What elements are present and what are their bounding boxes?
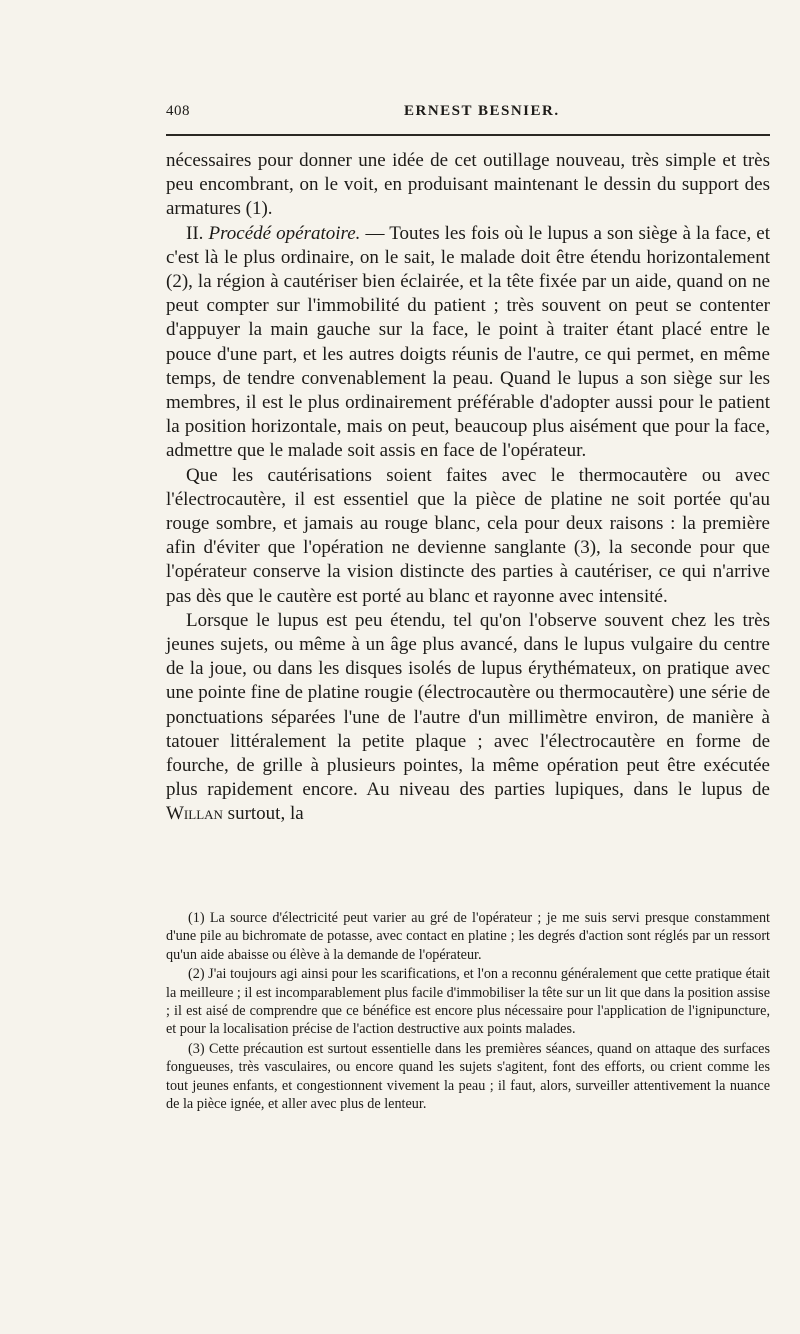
page-header (166, 103, 770, 127)
running-title: ERNEST BESNIER. (404, 103, 560, 119)
footnote-3: (3) Cette précaution est surtout essentielle dans les premières séances, quand on attaque des surfaces fongueuses, très vasculaires, ou encore quand les sujets s'agitent, font des efforts, ou crient comme les tout jeunes enfants, et congestionnent vivement la peau ; il faut, alors, surveiller attentivement la nuance de la pièce ignée, et aller avec plus de lenteur. (166, 1040, 770, 1113)
header-rule (166, 134, 770, 136)
paragraph-continuation: nécessaires pour donner une idée de cet outillage nouveau, très simple et très peu encombrant, on le voit, en produisant maintenant le dessin du support des armatures (1). (166, 150, 770, 220)
section-title: Procédé opératoire. (208, 222, 361, 244)
body-text (166, 149, 770, 827)
footnote-1: (1) La source d'électricité peut varier au gré de l'opérateur ; je me suis servi presque constamment d'une pile au bichromate de potasse, avec contact en platine ; les degrés d'action sont réglés par un ressort qu'un aide abaisse ou élève à la demande de l'opérateur. (166, 910, 770, 963)
section-text: — Toutes les fois où le lupus a son siège à la face, et c'est là le plus ordinaire, on le sait, le malade doit être étendu horizontalement (2), la région à cautériser bien éclairée, et la tête fixée par un aide, quand on ne peut compter sur l'immobilité du patient ; très souvent on peut se contenter d'appuyer la main gauche sur la face, le point à traiter étant placé entre le pouce d'une part, et les autres doigts réunis de l'autre, ce qui permet, en même temps, de tendre convenablement la peau. Quand le lupus a son siège sur les membres, il est le plus ordinairement préférable d'adopter aussi pour le patient la position horizontale, mais on peut, beaucoup plus aisément que pour la face, admettre que le malade soit assis en face de l'opérateur. (166, 222, 770, 462)
paragraph-text-a: Lorsque le lupus est peu étendu, tel qu'on l'observe souvent chez les très jeunes sujets, ou même à un âge plus avancé, dans le lupus vulgaire du centre de la joue, ou dans les disques isolés de lupus érythémateux, on pratique avec une pointe fine de platine rougie (électrocautère ou thermocautère) une série de ponctuations séparées l'une de l'autre d'un millimètre environ, de manière à tatouer littéralement la petite plaque ; avec l'électrocautère en forme de fourche, de grille à plusieurs pointes, la même opération peut être exécutée plus rapidement encore. Au niveau des parties lupiques, dans le lupus de (166, 609, 770, 801)
author-name: Willan (166, 803, 223, 825)
page-number: 408 (166, 103, 190, 119)
footnote-2: (2) J'ai toujours agi ainsi pour les scarifications, et l'on a reconnu généralement que cette pratique était la meilleure ; il est incomparablement plus facile d'immobiliser la tête sur un lit que dans la position assise ; il est aisé de comprendre que ce bénéfice est encore plus nécessaire pour l'application de l'ignipuncture, et pour la localisation précise de l'action destructive aux points malades. (166, 966, 770, 1038)
paragraph-cauterization: Que les cautérisations soient faites avec le thermocautère ou avec l'électrocautère, il est essentiel que la pièce de platine ne soit portée qu'au rouge sombre, et jamais au rouge blanc, cela pour deux raisons : la première afin d'éviter que l'opération ne devienne sanglante (3), la seconde pour que l'opérateur conserve la vision distincte des parties à cautériser, ce qui n'arrive pas dès que le cautère est porté au blanc et rayonne avec intensité. (166, 464, 770, 607)
paragraph-small-lupus (166, 609, 770, 827)
footnotes (166, 909, 770, 1114)
paragraph-procedure (166, 222, 770, 464)
paragraph-text-b: surtout, la (222, 803, 304, 825)
section-number: II. (186, 222, 204, 244)
